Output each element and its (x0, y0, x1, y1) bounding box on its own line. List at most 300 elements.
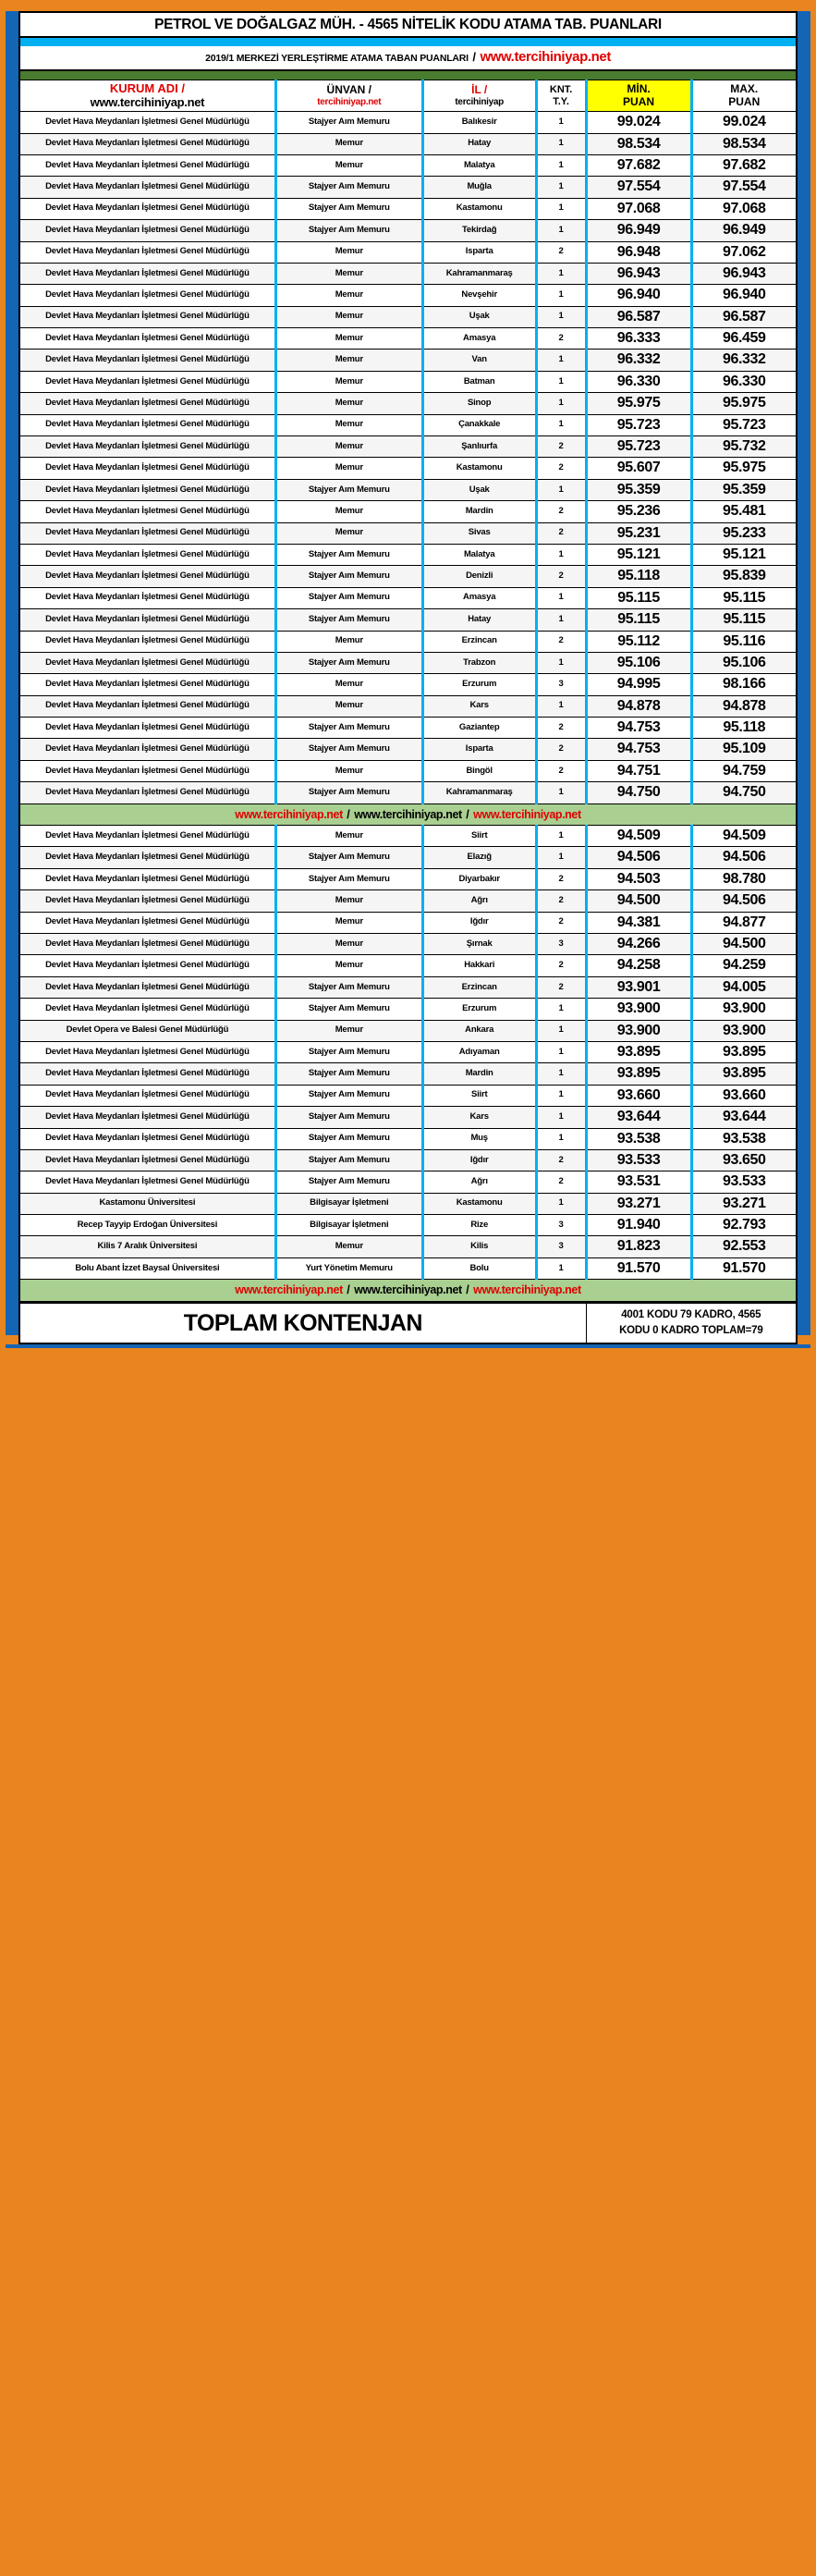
cell-min-puan: 94.995 (586, 674, 691, 695)
table-row[interactable] (19, 868, 797, 889)
cell-max-puan: 94.259 (691, 955, 797, 976)
cell-kurum-adi: Devlet Hava Meydanları İşletmesi Genel Müdürlüğü (19, 177, 275, 198)
cell-kurum-adi: Devlet Hava Meydanları İşletmesi Genel Müdürlüğü (19, 306, 275, 327)
header-row (19, 80, 797, 112)
cell-min-puan: 99.024 (586, 112, 691, 133)
subtitle-separator: / (472, 50, 476, 65)
banner-link-1[interactable]: www.tercihiniyap.net (235, 807, 343, 821)
cell-il: Sinop (422, 393, 536, 414)
banner-separator-2: / (466, 1283, 469, 1297)
kurum-header-line2: www.tercihiniyap.net (90, 94, 205, 109)
cell-unvan: Stajyer Aım Memuru (275, 177, 422, 198)
table-row[interactable] (19, 501, 797, 522)
cell-kurum-adi: Devlet Hava Meydanları İşletmesi Genel Müdürlüğü (19, 133, 275, 154)
cell-max-puan: 96.949 (691, 220, 797, 241)
sheet (18, 11, 798, 1344)
cell-knt: 1 (536, 1128, 586, 1149)
cell-min-puan: 94.751 (586, 760, 691, 781)
cell-unvan: Memur (275, 154, 422, 176)
cell-unvan: Stajyer Aım Memuru (275, 782, 422, 803)
cell-il: Muğla (422, 177, 536, 198)
cell-kurum-adi: Devlet Hava Meydanları İşletmesi Genel Müdürlüğü (19, 220, 275, 241)
cell-knt: 1 (536, 652, 586, 673)
cell-max-puan: 93.644 (691, 1107, 797, 1128)
cell-il: Iğdır (422, 1149, 536, 1171)
subtitle-site-link[interactable]: www.tercihiniyap.net (480, 49, 611, 66)
cell-max-puan: 98.780 (691, 868, 797, 889)
cell-il: Tekirdağ (422, 220, 536, 241)
banner-separator-1: / (347, 1283, 350, 1297)
cell-max-puan: 97.068 (691, 198, 797, 219)
cell-max-puan: 93.660 (691, 1085, 797, 1106)
table-row[interactable] (19, 133, 797, 154)
cell-kurum-adi: Devlet Hava Meydanları İşletmesi Genel Müdürlüğü (19, 263, 275, 284)
cell-min-puan: 94.266 (586, 934, 691, 955)
banner-separator-2: / (466, 807, 469, 821)
table-row[interactable] (19, 1236, 797, 1257)
cell-knt: 3 (536, 1236, 586, 1257)
il-header-line2: tercihiniyap (455, 96, 504, 107)
cell-min-puan: 94.753 (586, 739, 691, 760)
cell-min-puan: 93.900 (586, 1020, 691, 1041)
cell-unvan: Stajyer Aım Memuru (275, 1171, 422, 1193)
cell-max-puan: 91.570 (691, 1257, 797, 1279)
table-row[interactable] (19, 566, 797, 587)
cell-il: Isparta (422, 241, 536, 263)
cell-il: Iğdır (422, 912, 536, 933)
cell-unvan: Stajyer Aım Memuru (275, 198, 422, 219)
cell-unvan: Memur (275, 760, 422, 781)
cell-knt: 1 (536, 393, 586, 414)
cell-il: Erzurum (422, 999, 536, 1020)
cell-min-puan: 95.723 (586, 436, 691, 458)
cell-min-puan: 93.533 (586, 1149, 691, 1171)
cell-il: Mardin (422, 501, 536, 522)
cell-unvan: Stajyer Aım Memuru (275, 1149, 422, 1171)
banner-cell (19, 1280, 797, 1302)
column-header-unvan (275, 80, 422, 112)
cell-kurum-adi: Devlet Hava Meydanları İşletmesi Genel Müdürlüğü (19, 566, 275, 587)
cell-kurum-adi: Devlet Hava Meydanları İşletmesi Genel Müdürlüğü (19, 501, 275, 522)
table-row[interactable] (19, 955, 797, 976)
cell-knt: 3 (536, 934, 586, 955)
table-row[interactable] (19, 1257, 797, 1279)
cell-knt: 1 (536, 1020, 586, 1041)
cell-kurum-adi: Devlet Hava Meydanları İşletmesi Genel Müdürlüğü (19, 890, 275, 912)
table-row[interactable] (19, 826, 797, 847)
cell-il: Ankara (422, 1020, 536, 1041)
kurum-header-slash: / (181, 81, 185, 96)
cell-knt: 1 (536, 220, 586, 241)
cell-il: Kilis (422, 1236, 536, 1257)
cell-kurum-adi: Devlet Hava Meydanları İşletmesi Genel Müdürlüğü (19, 285, 275, 306)
cell-max-puan: 94.759 (691, 760, 797, 781)
table-row[interactable] (19, 328, 797, 350)
cell-il: Bolu (422, 1257, 536, 1279)
table-row[interactable] (19, 285, 797, 306)
cell-il: Hatay (422, 609, 536, 631)
cell-min-puan: 93.900 (586, 999, 691, 1020)
cell-unvan: Stajyer Aım Memuru (275, 609, 422, 631)
table-row[interactable] (19, 890, 797, 912)
table-row[interactable] (19, 1149, 797, 1171)
toplam-kontenjan-label: TOPLAM KONTENJAN (19, 1303, 586, 1343)
footer-table (18, 1303, 798, 1345)
cell-kurum-adi: Devlet Hava Meydanları İşletmesi Genel Müdürlüğü (19, 241, 275, 263)
cell-knt: 2 (536, 718, 586, 739)
cell-unvan: Memur (275, 631, 422, 652)
cell-max-puan: 94.500 (691, 934, 797, 955)
cell-kurum-adi: Devlet Hava Meydanları İşletmesi Genel Müdürlüğü (19, 1041, 275, 1062)
cell-min-puan: 93.531 (586, 1171, 691, 1193)
table-row[interactable] (19, 1020, 797, 1041)
kadro-line2: KODU 0 KADRO TOPLAM=79 (619, 1324, 763, 1336)
table-row[interactable] (19, 1171, 797, 1193)
cell-kurum-adi: Recep Tayyip Erdoğan Üniversitesi (19, 1215, 275, 1236)
cell-unvan: Memur (275, 522, 422, 544)
cell-min-puan: 95.975 (586, 393, 691, 414)
table-row[interactable] (19, 479, 797, 500)
knt-header-line1: KNT. (549, 84, 573, 96)
cell-knt: 2 (536, 868, 586, 889)
cell-unvan: Stajyer Aım Memuru (275, 566, 422, 587)
cell-max-puan: 95.723 (691, 414, 797, 435)
cell-min-puan: 96.940 (586, 285, 691, 306)
cell-unvan: Stajyer Aım Memuru (275, 220, 422, 241)
cell-kurum-adi: Devlet Hava Meydanları İşletmesi Genel Müdürlüğü (19, 652, 275, 673)
cell-kurum-adi: Devlet Hava Meydanları İşletmesi Genel Müdürlüğü (19, 739, 275, 760)
cell-il: Nevşehir (422, 285, 536, 306)
cell-unvan: Memur (275, 436, 422, 458)
cell-knt: 1 (536, 414, 586, 435)
cell-min-puan: 93.901 (586, 976, 691, 998)
cell-unvan: Stajyer Aım Memuru (275, 544, 422, 565)
unvan-header-line2: tercihiniyap.net (317, 96, 382, 107)
table-row[interactable] (19, 371, 797, 392)
cell-max-puan: 95.115 (691, 609, 797, 631)
cell-knt: 2 (536, 458, 586, 479)
cell-min-puan: 94.878 (586, 695, 691, 717)
cyan-divider (18, 38, 798, 46)
table-row[interactable] (19, 1215, 797, 1236)
table-row[interactable] (19, 934, 797, 955)
cell-il: Mardin (422, 1063, 536, 1085)
cell-kurum-adi: Devlet Hava Meydanları İşletmesi Genel Müdürlüğü (19, 1063, 275, 1085)
table-row[interactable] (19, 177, 797, 198)
cell-il: Kastamonu (422, 458, 536, 479)
cell-max-puan: 94.506 (691, 890, 797, 912)
cell-il: Adıyaman (422, 1041, 536, 1062)
cell-il: Sivas (422, 522, 536, 544)
table-row[interactable] (19, 847, 797, 868)
cell-min-puan: 94.500 (586, 890, 691, 912)
cell-max-puan: 95.118 (691, 718, 797, 739)
cell-knt: 1 (536, 285, 586, 306)
banner-link-2[interactable]: www.tercihiniyap.net (354, 1283, 462, 1297)
cell-il: Kastamonu (422, 198, 536, 219)
table-row[interactable] (19, 609, 797, 631)
cell-unvan: Stajyer Aım Memuru (275, 652, 422, 673)
table-row[interactable] (19, 652, 797, 673)
cell-il: Amasya (422, 587, 536, 608)
right-blue-rail (798, 11, 810, 1335)
cell-min-puan: 93.271 (586, 1193, 691, 1214)
cell-max-puan: 95.109 (691, 739, 797, 760)
cell-max-puan: 93.271 (691, 1193, 797, 1214)
cell-knt: 2 (536, 1149, 586, 1171)
cell-unvan: Memur (275, 328, 422, 350)
cell-kurum-adi: Devlet Hava Meydanları İşletmesi Genel Müdürlüğü (19, 587, 275, 608)
table-row[interactable] (19, 1193, 797, 1214)
cell-unvan: Memur (275, 458, 422, 479)
cell-min-puan: 95.359 (586, 479, 691, 500)
cell-min-puan: 95.118 (586, 566, 691, 587)
cell-min-puan: 91.940 (586, 1215, 691, 1236)
cell-il: Kars (422, 1107, 536, 1128)
table-row[interactable] (19, 220, 797, 241)
cell-min-puan: 96.587 (586, 306, 691, 327)
cell-knt: 1 (536, 609, 586, 631)
cell-max-puan: 95.732 (691, 436, 797, 458)
cell-min-puan: 97.682 (586, 154, 691, 176)
banner-link-2[interactable]: www.tercihiniyap.net (354, 807, 462, 821)
cell-min-puan: 93.895 (586, 1041, 691, 1062)
table-row[interactable] (19, 1041, 797, 1062)
cell-max-puan: 95.839 (691, 566, 797, 587)
cell-unvan: Yurt Yönetim Memuru (275, 1257, 422, 1279)
cell-kurum-adi: Devlet Hava Meydanları İşletmesi Genel Müdürlüğü (19, 1107, 275, 1128)
table-row[interactable] (19, 1063, 797, 1085)
cell-max-puan: 95.233 (691, 522, 797, 544)
banner-link-1[interactable]: www.tercihiniyap.net (235, 1283, 343, 1297)
knt-header-line2: T.Y. (553, 95, 569, 107)
table-row[interactable] (19, 718, 797, 739)
cell-kurum-adi: Devlet Hava Meydanları İşletmesi Genel Müdürlüğü (19, 198, 275, 219)
table-row[interactable] (19, 414, 797, 435)
subtitle-bar (18, 46, 798, 71)
table-row[interactable] (19, 999, 797, 1020)
kadro-summary (586, 1303, 797, 1343)
cell-knt: 2 (536, 1171, 586, 1193)
cell-unvan: Memur (275, 955, 422, 976)
cell-kurum-adi: Devlet Hava Meydanları İşletmesi Genel Müdürlüğü (19, 522, 275, 544)
cell-min-puan: 97.554 (586, 177, 691, 198)
cell-il: Hakkari (422, 955, 536, 976)
cell-unvan: Stajyer Aım Memuru (275, 999, 422, 1020)
cell-unvan: Memur (275, 912, 422, 933)
table-row[interactable] (19, 1107, 797, 1128)
cell-knt: 1 (536, 198, 586, 219)
table-row[interactable] (19, 631, 797, 652)
cell-unvan: Memur (275, 393, 422, 414)
table-row[interactable] (19, 306, 797, 327)
cell-kurum-adi: Devlet Hava Meydanları İşletmesi Genel Müdürlüğü (19, 544, 275, 565)
cell-kurum-adi: Devlet Opera ve Balesi Genel Müdürlüğü (19, 1020, 275, 1041)
cell-max-puan: 93.895 (691, 1041, 797, 1062)
cell-il: Trabzon (422, 652, 536, 673)
cell-min-puan: 93.660 (586, 1085, 691, 1106)
cell-knt: 1 (536, 999, 586, 1020)
table-row[interactable] (19, 263, 797, 284)
table-row[interactable] (19, 522, 797, 544)
table-row[interactable] (19, 1085, 797, 1106)
cell-knt: 2 (536, 436, 586, 458)
cell-kurum-adi: Devlet Hava Meydanları İşletmesi Genel Müdürlüğü (19, 695, 275, 717)
cell-unvan: Memur (275, 133, 422, 154)
cell-unvan: Stajyer Aım Memuru (275, 718, 422, 739)
cell-min-puan: 96.943 (586, 263, 691, 284)
column-header-max-puan (691, 80, 797, 112)
cell-knt: 2 (536, 739, 586, 760)
cell-max-puan: 93.900 (691, 999, 797, 1020)
cell-unvan: Stajyer Aım Memuru (275, 1085, 422, 1106)
cell-max-puan: 92.793 (691, 1215, 797, 1236)
cell-knt: 1 (536, 782, 586, 803)
cell-unvan: Memur (275, 674, 422, 695)
green-divider (18, 71, 798, 80)
cell-min-puan: 94.750 (586, 782, 691, 803)
cell-min-puan: 94.258 (586, 955, 691, 976)
cell-max-puan: 93.533 (691, 1171, 797, 1193)
cell-min-puan: 91.823 (586, 1236, 691, 1257)
cell-kurum-adi: Devlet Hava Meydanları İşletmesi Genel Müdürlüğü (19, 1171, 275, 1193)
cell-min-puan: 95.112 (586, 631, 691, 652)
cell-min-puan: 95.723 (586, 414, 691, 435)
cell-max-puan: 96.943 (691, 263, 797, 284)
cell-unvan: Stajyer Aım Memuru (275, 847, 422, 868)
cell-kurum-adi: Devlet Hava Meydanları İşletmesi Genel Müdürlüğü (19, 999, 275, 1020)
cell-max-puan: 97.554 (691, 177, 797, 198)
table-row[interactable] (19, 912, 797, 933)
cell-max-puan: 95.115 (691, 587, 797, 608)
banner-link-3[interactable]: www.tercihiniyap.net (473, 1283, 581, 1297)
table-row[interactable] (19, 350, 797, 371)
cell-il: Siirt (422, 826, 536, 847)
cell-knt: 1 (536, 1041, 586, 1062)
cell-unvan: Memur (275, 934, 422, 955)
cell-min-puan: 95.121 (586, 544, 691, 565)
cell-min-puan: 96.333 (586, 328, 691, 350)
cell-max-puan: 95.106 (691, 652, 797, 673)
cell-unvan: Memur (275, 285, 422, 306)
cell-max-puan: 93.900 (691, 1020, 797, 1041)
table-row[interactable] (19, 782, 797, 803)
table-row[interactable] (19, 976, 797, 998)
cell-max-puan: 93.650 (691, 1149, 797, 1171)
cell-unvan: Memur (275, 350, 422, 371)
table-row[interactable] (19, 760, 797, 781)
table-row[interactable] (19, 198, 797, 219)
table-row[interactable] (19, 458, 797, 479)
cell-il: Kahramanmaraş (422, 782, 536, 803)
il-header-line1: İL / (471, 83, 488, 97)
cell-unvan: Stajyer Aım Memuru (275, 739, 422, 760)
cell-kurum-adi: Devlet Hava Meydanları İşletmesi Genel Müdürlüğü (19, 782, 275, 803)
cell-knt: 1 (536, 1193, 586, 1214)
cell-knt: 3 (536, 674, 586, 695)
cell-kurum-adi: Devlet Hava Meydanları İşletmesi Genel Müdürlüğü (19, 458, 275, 479)
cell-kurum-adi: Devlet Hava Meydanları İşletmesi Genel Müdürlüğü (19, 1128, 275, 1149)
bottom-orange-pad (0, 1344, 816, 1368)
cell-unvan: Memur (275, 890, 422, 912)
cell-il: Hatay (422, 133, 536, 154)
kurum-header-line1: KURUM ADI (109, 81, 178, 96)
cell-knt: 2 (536, 976, 586, 998)
table-row[interactable] (19, 739, 797, 760)
cell-knt: 2 (536, 955, 586, 976)
table-row[interactable] (19, 154, 797, 176)
cell-max-puan: 96.330 (691, 371, 797, 392)
table-row[interactable] (19, 587, 797, 608)
cell-min-puan: 94.509 (586, 826, 691, 847)
table-row[interactable] (19, 695, 797, 717)
banner-separator-1: / (347, 807, 350, 821)
cell-kurum-adi: Devlet Hava Meydanları İşletmesi Genel Müdürlüğü (19, 328, 275, 350)
table-row[interactable] (19, 436, 797, 458)
cell-il: Kars (422, 695, 536, 717)
cell-knt: 2 (536, 890, 586, 912)
cell-knt: 1 (536, 112, 586, 133)
cell-unvan: Memur (275, 241, 422, 263)
cell-max-puan: 94.878 (691, 695, 797, 717)
cell-kurum-adi: Devlet Hava Meydanları İşletmesi Genel Müdürlüğü (19, 674, 275, 695)
table-row[interactable] (19, 544, 797, 565)
cell-kurum-adi: Kilis 7 Aralık Üniversitesi (19, 1236, 275, 1257)
cell-max-puan: 94.877 (691, 912, 797, 933)
banner-link-3[interactable]: www.tercihiniyap.net (473, 807, 581, 821)
cell-min-puan: 94.381 (586, 912, 691, 933)
cell-unvan: Memur (275, 826, 422, 847)
cell-min-puan: 94.753 (586, 718, 691, 739)
cell-max-puan: 95.116 (691, 631, 797, 652)
cell-kurum-adi: Devlet Hava Meydanları İşletmesi Genel Müdürlüğü (19, 912, 275, 933)
banner-row (19, 803, 797, 825)
banner-row (19, 1280, 797, 1302)
cell-knt: 1 (536, 350, 586, 371)
cell-max-puan: 97.062 (691, 241, 797, 263)
cell-max-puan: 99.024 (691, 112, 797, 133)
table-row[interactable] (19, 674, 797, 695)
table-row[interactable] (19, 241, 797, 263)
cell-kurum-adi: Devlet Hava Meydanları İşletmesi Genel Müdürlüğü (19, 609, 275, 631)
cell-unvan: Memur (275, 1020, 422, 1041)
cell-max-puan: 93.895 (691, 1063, 797, 1085)
cell-max-puan: 95.359 (691, 479, 797, 500)
cell-unvan: Memur (275, 306, 422, 327)
cell-il: Amasya (422, 328, 536, 350)
cell-unvan: Memur (275, 263, 422, 284)
cell-kurum-adi: Devlet Hava Meydanları İşletmesi Genel Müdürlüğü (19, 371, 275, 392)
table-row[interactable] (19, 393, 797, 414)
cell-unvan: Stajyer Aım Memuru (275, 479, 422, 500)
cell-il: Şanlıurfa (422, 436, 536, 458)
cell-max-puan: 94.750 (691, 782, 797, 803)
cell-max-puan: 94.509 (691, 826, 797, 847)
cell-knt: 2 (536, 241, 586, 263)
table-row[interactable] (19, 112, 797, 133)
cell-kurum-adi: Devlet Hava Meydanları İşletmesi Genel Müdürlüğü (19, 934, 275, 955)
cell-max-puan: 95.121 (691, 544, 797, 565)
cell-knt: 1 (536, 544, 586, 565)
max-header-line1: MAX. (730, 82, 759, 96)
column-header-min-puan (586, 80, 691, 112)
cell-knt: 1 (536, 826, 586, 847)
table-row[interactable] (19, 1128, 797, 1149)
cell-knt: 2 (536, 522, 586, 544)
cell-il: Siirt (422, 1085, 536, 1106)
cell-il: Rize (422, 1215, 536, 1236)
cell-unvan: Stajyer Aım Memuru (275, 1128, 422, 1149)
